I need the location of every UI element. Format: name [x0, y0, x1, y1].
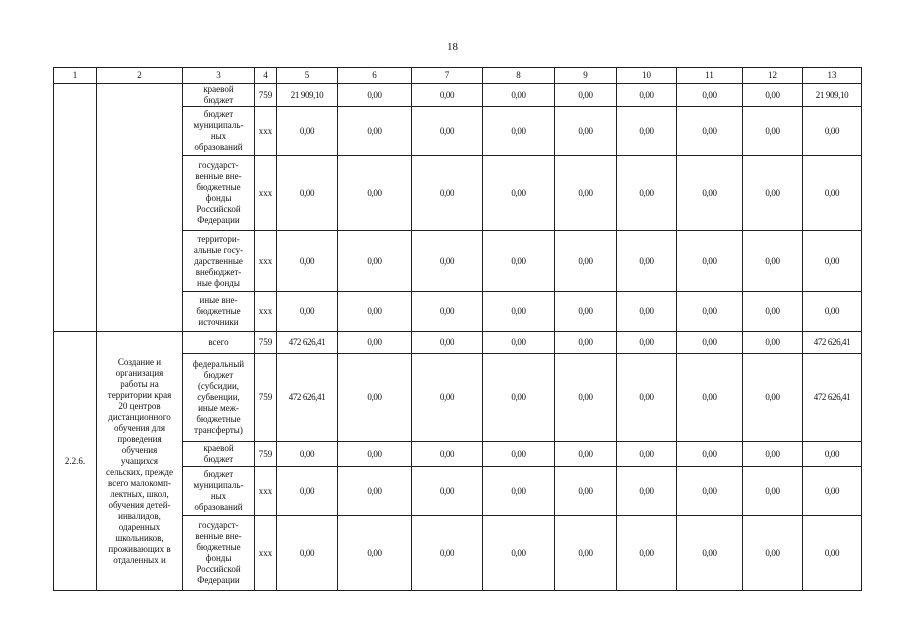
amount-cell: 0,00	[338, 354, 412, 442]
funding-source-cell	[183, 231, 255, 292]
amount-cell: 0,00	[743, 467, 803, 516]
amount-cell: 0,00	[277, 107, 338, 156]
text-line: образований	[194, 142, 243, 152]
amount-cell: 0,00	[803, 292, 862, 332]
amount-cell: 0,00	[677, 231, 743, 292]
code-cell: 759	[255, 84, 277, 107]
text-line: дистанционного	[108, 411, 171, 422]
amount-cell: 0,00	[677, 156, 743, 231]
amount-cell: 0,00	[412, 442, 483, 467]
funding-source-cell	[183, 292, 255, 332]
amount-cell: 0,00	[338, 156, 412, 231]
amount-cell: 472 626,41	[803, 332, 862, 354]
code-cell: xxx	[255, 156, 277, 231]
text-line: ные фонды	[197, 277, 240, 288]
text-line: территори-	[197, 233, 240, 244]
amount-cell: 0,00	[412, 467, 483, 516]
code-cell: 759	[255, 354, 277, 442]
column-header-row	[54, 68, 862, 84]
text-line: сельских, прежде	[106, 466, 173, 477]
text-line: венные вне-	[195, 531, 242, 541]
amount-cell: 0,00	[277, 231, 338, 292]
text-line: ных	[210, 131, 227, 141]
amount-cell: 0,00	[555, 442, 617, 467]
item-description-cell	[97, 84, 183, 332]
text-line: внебюджет-	[195, 266, 242, 277]
funding-source-cell	[183, 156, 255, 231]
funding-source-cell	[183, 84, 255, 107]
text-line: бюджет	[203, 469, 234, 479]
amount-cell: 0,00	[483, 231, 555, 292]
amount-cell: 0,00	[483, 292, 555, 332]
amount-cell: 0,00	[555, 292, 617, 332]
text-line: бюджет	[203, 95, 234, 105]
text-line: бюджет	[203, 370, 234, 380]
amount-cell: 0,00	[277, 442, 338, 467]
text-line: бюджет	[203, 109, 234, 119]
column-header: 12	[743, 68, 803, 84]
amount-cell: 0,00	[412, 292, 483, 332]
text-line: дарственные	[194, 255, 243, 266]
amount-cell: 0,00	[677, 84, 743, 107]
text-line: венные вне-	[195, 171, 242, 181]
amount-cell: 0,00	[338, 442, 412, 467]
amount-cell: 0,00	[803, 156, 862, 231]
text-line: одаренных	[118, 521, 161, 532]
amount-cell: 0,00	[483, 442, 555, 467]
text-line: отдаленных и	[113, 554, 166, 565]
amount-cell: 0,00	[617, 84, 677, 107]
amount-cell: 0,00	[617, 332, 677, 354]
amount-cell: 0,00	[412, 84, 483, 107]
amount-cell: 0,00	[555, 354, 617, 442]
code-cell: 759	[255, 332, 277, 354]
amount-cell: 0,00	[483, 516, 555, 591]
amount-cell: 472 626,41	[277, 332, 338, 354]
text-line: школьников,	[115, 532, 164, 543]
code-cell: 759	[255, 442, 277, 467]
text-line: (субсидии,	[197, 381, 240, 391]
amount-cell: 0,00	[483, 467, 555, 516]
amount-cell: 0,00	[483, 354, 555, 442]
table-row	[54, 84, 862, 107]
text-line: бюджетные	[196, 182, 241, 192]
amount-cell: 0,00	[617, 156, 677, 231]
amount-cell: 0,00	[743, 84, 803, 107]
text-line: иные меж-	[198, 403, 239, 413]
code-cell: xxx	[255, 107, 277, 156]
text-line: трансферты)	[194, 425, 243, 435]
column-header: 8	[483, 68, 555, 84]
text-line: субвенции,	[197, 392, 240, 402]
text-line: бюджетные	[196, 542, 241, 552]
amount-cell: 0,00	[555, 332, 617, 354]
text-line: Федерации	[197, 215, 240, 225]
code-cell: xxx	[255, 292, 277, 332]
amount-cell: 0,00	[677, 107, 743, 156]
text-line: организация	[115, 367, 164, 378]
text-line: территории края	[107, 389, 172, 400]
amount-cell: 0,00	[338, 107, 412, 156]
amount-cell: 0,00	[338, 516, 412, 591]
amount-cell: 0,00	[338, 332, 412, 354]
amount-cell: 0,00	[677, 467, 743, 516]
column-header: 13	[803, 68, 862, 84]
amount-cell: 0,00	[677, 442, 743, 467]
amount-cell: 0,00	[412, 156, 483, 231]
text-line: Российской	[196, 564, 241, 574]
amount-cell: 472 626,41	[277, 354, 338, 442]
text-line: государст-	[198, 520, 239, 530]
amount-cell: 0,00	[743, 442, 803, 467]
amount-cell: 0,00	[555, 156, 617, 231]
text-line: обучения для	[114, 422, 165, 433]
text-line: бюджетные	[196, 306, 241, 316]
amount-cell: 0,00	[743, 107, 803, 156]
text-line: Российской	[196, 204, 241, 214]
amount-cell: 0,00	[617, 442, 677, 467]
text-line: источники	[198, 317, 239, 327]
item-number-cell: 2.2.6.	[54, 332, 97, 591]
amount-cell: 0,00	[803, 107, 862, 156]
text-line: всего малокомп-	[108, 477, 171, 488]
amount-cell: 0,00	[555, 107, 617, 156]
text-line: Федерации	[197, 575, 240, 585]
amount-cell: 0,00	[555, 516, 617, 591]
code-cell: xxx	[255, 231, 277, 292]
amount-cell: 0,00	[277, 156, 338, 231]
amount-cell: 0,00	[277, 516, 338, 591]
amount-cell: 0,00	[743, 156, 803, 231]
amount-cell: 0,00	[677, 332, 743, 354]
amount-cell: 0,00	[743, 292, 803, 332]
amount-cell: 0,00	[555, 467, 617, 516]
funding-source-cell	[183, 107, 255, 156]
text-line: Создание и	[117, 356, 162, 367]
column-header: 9	[555, 68, 617, 84]
text-line: учащихся	[120, 455, 159, 466]
column-header: 5	[277, 68, 338, 84]
text-line: лектных, школ,	[110, 488, 169, 499]
amount-cell: 0,00	[803, 467, 862, 516]
amount-cell: 0,00	[338, 292, 412, 332]
amount-cell: 0,00	[483, 156, 555, 231]
amount-cell: 0,00	[338, 467, 412, 516]
page-number: 18	[447, 41, 458, 53]
amount-cell: 0,00	[483, 332, 555, 354]
code-cell: xxx	[255, 516, 277, 591]
text-line: проведения	[117, 433, 162, 444]
amount-cell: 0,00	[412, 332, 483, 354]
column-header: 1	[54, 68, 97, 84]
item-number-cell	[54, 84, 97, 332]
text-line: образований	[194, 502, 243, 512]
text-line: альные госу-	[193, 244, 244, 255]
text-line: федеральный	[192, 359, 245, 369]
amount-cell: 0,00	[803, 442, 862, 467]
text-line: обучения	[121, 444, 158, 455]
amount-cell: 0,00	[617, 516, 677, 591]
amount-cell: 21 909,10	[803, 84, 862, 107]
amount-cell: 0,00	[412, 231, 483, 292]
funding-source-cell	[183, 442, 255, 467]
amount-cell: 0,00	[555, 231, 617, 292]
amount-cell: 0,00	[412, 354, 483, 442]
amount-cell: 0,00	[803, 231, 862, 292]
amount-cell: 0,00	[677, 292, 743, 332]
amount-cell: 0,00	[743, 354, 803, 442]
column-header: 11	[677, 68, 743, 84]
text-line: фонды	[205, 193, 232, 203]
code-cell: xxx	[255, 467, 277, 516]
text-line: работы на	[120, 378, 159, 389]
funding-source-cell	[183, 467, 255, 516]
column-header: 7	[412, 68, 483, 84]
amount-cell: 0,00	[617, 467, 677, 516]
amount-cell: 0,00	[412, 516, 483, 591]
text-line: краевой	[203, 84, 234, 94]
text-line: 20 центров	[118, 400, 161, 411]
amount-cell: 0,00	[743, 516, 803, 591]
text-line: обучения детей-	[108, 499, 171, 510]
amount-cell: 0,00	[617, 354, 677, 442]
text-line: всего	[208, 337, 229, 347]
text-line: государст-	[198, 160, 239, 170]
text-line: муниципаль-	[193, 120, 244, 130]
text-line: бюджет	[203, 454, 234, 464]
amount-cell: 0,00	[743, 231, 803, 292]
amount-cell: 0,00	[338, 231, 412, 292]
funding-source-cell	[183, 516, 255, 591]
budget-table	[53, 67, 862, 591]
text-line: бюджетные	[196, 414, 241, 424]
funding-source-cell	[183, 354, 255, 442]
amount-cell: 0,00	[555, 84, 617, 107]
amount-cell: 0,00	[277, 467, 338, 516]
amount-cell: 0,00	[677, 516, 743, 591]
amount-cell: 0,00	[617, 107, 677, 156]
column-header: 6	[338, 68, 412, 84]
table-row	[54, 332, 862, 354]
amount-cell: 0,00	[803, 516, 862, 591]
amount-cell: 0,00	[277, 292, 338, 332]
text-line: иные вне-	[199, 295, 238, 305]
funding-source-cell	[183, 332, 255, 354]
amount-cell: 472 626,41	[803, 354, 862, 442]
text-line: проживающих в	[108, 543, 171, 554]
amount-cell: 0,00	[617, 231, 677, 292]
amount-cell: 0,00	[617, 292, 677, 332]
amount-cell: 0,00	[483, 107, 555, 156]
amount-cell: 0,00	[412, 107, 483, 156]
amount-cell: 0,00	[677, 354, 743, 442]
amount-cell: 21 909,10	[277, 84, 338, 107]
amount-cell: 0,00	[743, 332, 803, 354]
amount-cell: 0,00	[483, 84, 555, 107]
amount-cell: 0,00	[338, 84, 412, 107]
column-header: 3	[183, 68, 255, 84]
text-line: краевой	[203, 443, 234, 453]
item-description-cell	[97, 332, 183, 591]
column-header: 2	[97, 68, 183, 84]
text-line: ных	[210, 491, 227, 501]
column-header: 4	[255, 68, 277, 84]
text-line: фонды	[205, 553, 232, 563]
text-line: инвалидов,	[118, 510, 161, 521]
column-header: 10	[617, 68, 677, 84]
text-line: муниципаль-	[193, 480, 244, 490]
